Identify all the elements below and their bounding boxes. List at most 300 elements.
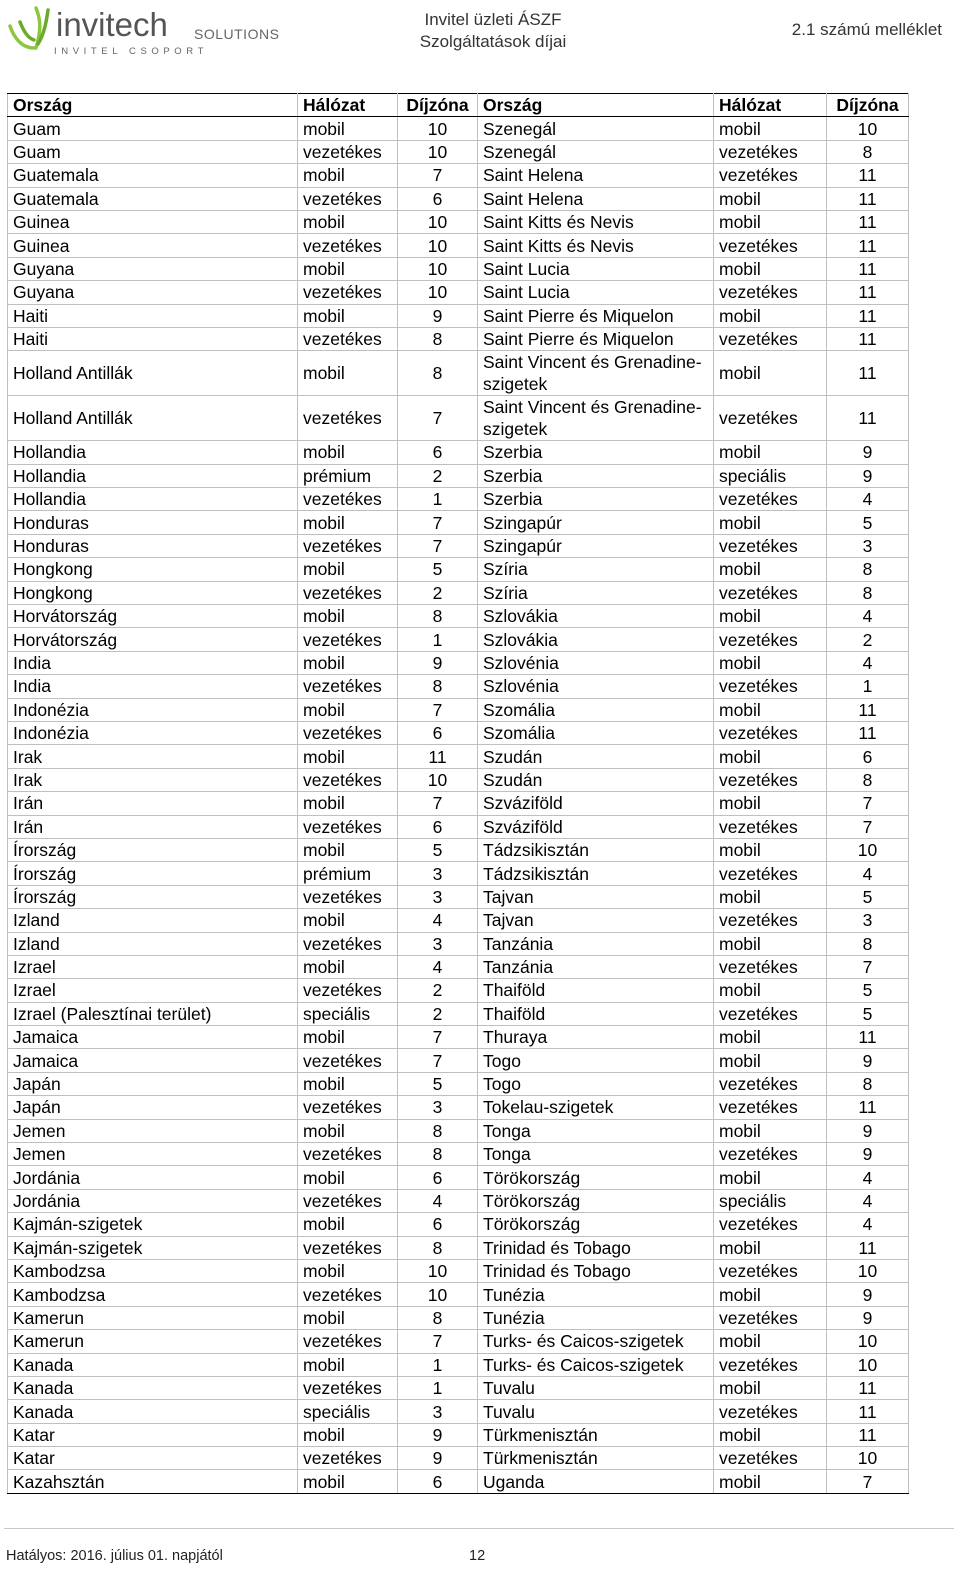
zone-cell: 7 — [398, 698, 478, 721]
country-cell: Kanada — [8, 1353, 298, 1376]
network-cell: vezetékes — [714, 1400, 827, 1423]
zone-cell: 7 — [827, 955, 909, 978]
network-cell: mobil — [298, 1423, 398, 1446]
network-cell: vezetékes — [298, 1096, 398, 1119]
zone-cell: 1 — [398, 488, 478, 511]
zone-cell: 11 — [827, 396, 909, 441]
network-cell: mobil — [298, 1119, 398, 1142]
zone-cell: 8 — [827, 768, 909, 791]
table-row — [8, 1026, 909, 1049]
zone-cell: 11 — [827, 1376, 909, 1399]
table-row — [8, 257, 909, 280]
zone-cell: 7 — [398, 1026, 478, 1049]
table-row — [8, 117, 909, 140]
zone-cell: 5 — [398, 558, 478, 581]
country-cell: India — [8, 675, 298, 698]
table-row — [8, 1447, 909, 1470]
network-cell: vezetékes — [714, 164, 827, 187]
network-cell: vezetékes — [298, 675, 398, 698]
network-cell: vezetékes — [714, 1002, 827, 1025]
country-cell: Írország — [8, 838, 298, 861]
zone-cell: 4 — [827, 1213, 909, 1236]
zone-cell: 8 — [398, 351, 478, 396]
network-cell: mobil — [714, 187, 827, 210]
network-cell: mobil — [714, 1470, 827, 1493]
table-row — [8, 441, 909, 464]
network-cell: mobil — [714, 1330, 827, 1353]
network-cell: mobil — [298, 1306, 398, 1329]
country-cell: Saint Pierre és Miquelon — [478, 327, 714, 350]
zone-cell: 11 — [827, 1423, 909, 1446]
zone-cell: 5 — [827, 1002, 909, 1025]
zone-cell: 4 — [827, 605, 909, 628]
country-cell: Hongkong — [8, 558, 298, 581]
network-cell: mobil — [714, 885, 827, 908]
country-cell: Türkmenisztán — [478, 1423, 714, 1446]
country-cell: Thaiföld — [478, 979, 714, 1002]
country-cell: Türkmenisztán — [478, 1447, 714, 1470]
network-cell: vezetékes — [298, 1049, 398, 1072]
zone-cell: 6 — [398, 1166, 478, 1189]
zone-cell: 9 — [398, 304, 478, 327]
table-row — [8, 1283, 909, 1306]
country-cell: Tonga — [478, 1143, 714, 1166]
appendix-label: 2.1 számú melléklet — [791, 20, 942, 39]
network-cell: mobil — [714, 605, 827, 628]
zone-cell: 7 — [398, 1049, 478, 1072]
network-cell: mobil — [298, 511, 398, 534]
country-cell: Törökország — [478, 1213, 714, 1236]
country-cell: Saint Vincent és Grenadine-szigetek — [478, 351, 714, 396]
zone-cell: 8 — [827, 1072, 909, 1095]
zone-cell: 8 — [827, 558, 909, 581]
table-row — [8, 909, 909, 932]
zone-cell: 6 — [398, 721, 478, 744]
country-cell: Turks- és Caicos-szigetek — [478, 1353, 714, 1376]
zone-cell: 3 — [398, 1400, 478, 1423]
zone-cell: 10 — [827, 1330, 909, 1353]
country-cell: Szudán — [478, 745, 714, 768]
country-cell: Horvátország — [8, 628, 298, 651]
network-cell: vezetékes — [714, 815, 827, 838]
network-cell: mobil — [714, 698, 827, 721]
network-cell: speciális — [298, 1002, 398, 1025]
country-cell: Kambodzsa — [8, 1283, 298, 1306]
table-row — [8, 1049, 909, 1072]
table-row — [8, 605, 909, 628]
country-cell: Szerbia — [478, 488, 714, 511]
country-cell: Irak — [8, 745, 298, 768]
network-cell: mobil — [298, 1470, 398, 1493]
zone-cell: 9 — [827, 1049, 909, 1072]
zone-cell: 10 — [398, 1283, 478, 1306]
network-cell: vezetékes — [298, 581, 398, 604]
country-cell: Tádzsikisztán — [478, 862, 714, 885]
zone-cell: 11 — [827, 257, 909, 280]
country-cell: Kazahsztán — [8, 1470, 298, 1493]
network-cell: vezetékes — [714, 1143, 827, 1166]
zone-cell: 4 — [827, 651, 909, 674]
country-cell: Izland — [8, 909, 298, 932]
column-header-country: Ország — [8, 94, 298, 117]
zone-cell: 6 — [398, 1470, 478, 1493]
network-cell: vezetékes — [298, 885, 398, 908]
zone-cell: 11 — [827, 327, 909, 350]
zone-cell: 1 — [827, 675, 909, 698]
network-cell: mobil — [298, 1072, 398, 1095]
zone-cell: 5 — [398, 1072, 478, 1095]
zone-cell: 8 — [398, 1306, 478, 1329]
zone-cell: 4 — [398, 909, 478, 932]
column-header-zone: Díjzóna — [827, 94, 909, 117]
network-cell: mobil — [298, 441, 398, 464]
zone-cell: 5 — [398, 838, 478, 861]
table-row — [8, 511, 909, 534]
country-cell: Kanada — [8, 1400, 298, 1423]
table-row — [8, 187, 909, 210]
country-cell: Szíria — [478, 558, 714, 581]
network-cell: mobil — [298, 792, 398, 815]
zone-cell: 1 — [398, 1376, 478, 1399]
table-row — [8, 885, 909, 908]
country-cell: Guyana — [8, 257, 298, 280]
zone-cell: 2 — [398, 979, 478, 1002]
country-cell: Turks- és Caicos-szigetek — [478, 1330, 714, 1353]
zone-cell: 7 — [827, 1470, 909, 1493]
table-row — [8, 281, 909, 304]
network-cell: mobil — [714, 351, 827, 396]
invitech-logo — [6, 4, 280, 64]
zone-cell: 11 — [827, 1096, 909, 1119]
country-cell: Tokelau-szigetek — [478, 1096, 714, 1119]
table-row — [8, 955, 909, 978]
table-row — [8, 234, 909, 257]
network-cell: vezetékes — [714, 396, 827, 441]
zone-cell: 11 — [827, 698, 909, 721]
country-cell: Törökország — [478, 1189, 714, 1212]
zone-cell: 2 — [398, 581, 478, 604]
country-cell: Uganda — [478, 1470, 714, 1493]
network-cell: vezetékes — [298, 534, 398, 557]
zone-cell: 6 — [398, 441, 478, 464]
zone-cell: 4 — [827, 862, 909, 885]
country-cell: Saint Helena — [478, 164, 714, 187]
zone-cell: 5 — [827, 885, 909, 908]
table-row — [8, 1002, 909, 1025]
zone-cell: 3 — [827, 534, 909, 557]
zone-cell: 11 — [827, 234, 909, 257]
network-cell: mobil — [298, 838, 398, 861]
table-row — [8, 1213, 909, 1236]
document-title-line2: Szolgáltatások díjai — [419, 32, 567, 51]
network-cell: mobil — [298, 651, 398, 674]
network-cell: mobil — [714, 792, 827, 815]
network-cell: vezetékes — [298, 1447, 398, 1470]
table-row — [8, 792, 909, 815]
network-cell: vezetékes — [714, 581, 827, 604]
country-cell: Honduras — [8, 534, 298, 557]
zone-cell: 8 — [827, 140, 909, 163]
country-cell: Írország — [8, 885, 298, 908]
country-cell: Izrael (Palesztínai terület) — [8, 1002, 298, 1025]
network-cell: mobil — [714, 979, 827, 1002]
zone-cell: 7 — [398, 511, 478, 534]
zone-cell: 7 — [398, 792, 478, 815]
column-header-network: Hálózat — [298, 94, 398, 117]
table-row — [8, 140, 909, 163]
zone-cell: 7 — [398, 396, 478, 441]
network-cell: vezetékes — [298, 1236, 398, 1259]
country-cell: Szlovénia — [478, 675, 714, 698]
zone-cell: 3 — [398, 932, 478, 955]
table-row — [8, 1470, 909, 1493]
country-cell: Szudán — [478, 768, 714, 791]
network-cell: vezetékes — [298, 1330, 398, 1353]
country-cell: Szváziföld — [478, 792, 714, 815]
zone-cell: 5 — [827, 979, 909, 1002]
country-cell: Szlovénia — [478, 651, 714, 674]
network-cell: mobil — [298, 698, 398, 721]
country-cell: Thuraya — [478, 1026, 714, 1049]
table-row — [8, 838, 909, 861]
zone-cell: 10 — [827, 1447, 909, 1470]
zone-cell: 10 — [827, 117, 909, 140]
country-cell: Kajmán-szigetek — [8, 1236, 298, 1259]
network-cell: mobil — [298, 909, 398, 932]
country-cell: Hollandia — [8, 488, 298, 511]
country-cell: Trinidad és Tobago — [478, 1236, 714, 1259]
zone-cell: 7 — [827, 792, 909, 815]
zone-cell: 6 — [398, 1213, 478, 1236]
network-cell: vezetékes — [714, 1447, 827, 1470]
country-cell: Haiti — [8, 327, 298, 350]
network-cell: mobil — [714, 932, 827, 955]
country-cell: Tuvalu — [478, 1400, 714, 1423]
country-cell: Szerbia — [478, 441, 714, 464]
network-cell: mobil — [714, 511, 827, 534]
country-cell: Szerbia — [478, 464, 714, 487]
zone-cell: 4 — [827, 1189, 909, 1212]
network-cell: vezetékes — [714, 327, 827, 350]
table-row — [8, 721, 909, 744]
document-title-line1: Invitel üzleti ÁSZF — [424, 10, 562, 29]
table-row — [8, 1353, 909, 1376]
network-cell: mobil — [714, 838, 827, 861]
zone-cell: 8 — [398, 1236, 478, 1259]
table-row — [8, 210, 909, 233]
country-cell: Saint Lucia — [478, 281, 714, 304]
page-number: 12 — [469, 1548, 486, 1564]
logo-mark-icon — [6, 4, 56, 54]
country-cell: Trinidad és Tobago — [478, 1259, 714, 1282]
zone-cell: 2 — [827, 628, 909, 651]
country-cell: Tanzánia — [478, 955, 714, 978]
network-cell: mobil — [714, 441, 827, 464]
zone-cell: 2 — [398, 1002, 478, 1025]
zone-cell: 10 — [398, 281, 478, 304]
table-row — [8, 1400, 909, 1423]
table-row — [8, 1259, 909, 1282]
zone-cell: 2 — [398, 464, 478, 487]
network-cell: vezetékes — [714, 955, 827, 978]
network-cell: vezetékes — [714, 768, 827, 791]
zone-cell: 10 — [398, 257, 478, 280]
network-cell: vezetékes — [298, 1143, 398, 1166]
network-cell: speciális — [714, 1189, 827, 1212]
zone-cell: 9 — [827, 441, 909, 464]
network-cell: mobil — [714, 1166, 827, 1189]
table-row — [8, 768, 909, 791]
country-cell: Japán — [8, 1096, 298, 1119]
country-cell: Togo — [478, 1072, 714, 1095]
network-cell: vezetékes — [298, 234, 398, 257]
network-cell: mobil — [298, 955, 398, 978]
table-row — [8, 862, 909, 885]
zone-cell: 11 — [827, 281, 909, 304]
network-cell: prémium — [298, 464, 398, 487]
network-cell: vezetékes — [298, 979, 398, 1002]
table-row — [8, 1236, 909, 1259]
table-row — [8, 488, 909, 511]
country-cell: Saint Kitts és Nevis — [478, 210, 714, 233]
zone-cell: 6 — [398, 815, 478, 838]
logo-wordmark: invitech — [56, 6, 168, 43]
zone-cell: 11 — [827, 304, 909, 327]
network-cell: vezetékes — [714, 140, 827, 163]
zone-cell: 5 — [827, 511, 909, 534]
zone-cell: 9 — [827, 1306, 909, 1329]
country-cell: India — [8, 651, 298, 674]
country-cell: Tajvan — [478, 885, 714, 908]
table-row — [8, 558, 909, 581]
country-cell: Jamaica — [8, 1049, 298, 1072]
table-row — [8, 396, 909, 441]
network-cell: vezetékes — [714, 1096, 827, 1119]
country-cell: Jordánia — [8, 1166, 298, 1189]
country-cell: Jamaica — [8, 1026, 298, 1049]
zone-cell: 4 — [827, 1166, 909, 1189]
country-cell: Katar — [8, 1447, 298, 1470]
network-cell: mobil — [298, 1166, 398, 1189]
network-cell: mobil — [298, 1259, 398, 1282]
table-row — [8, 1096, 909, 1119]
country-cell: Guyana — [8, 281, 298, 304]
network-cell: vezetékes — [298, 281, 398, 304]
footer-divider — [4, 1528, 954, 1529]
table-row — [8, 698, 909, 721]
network-cell: mobil — [298, 164, 398, 187]
country-cell: Irán — [8, 815, 298, 838]
table-row — [8, 1306, 909, 1329]
network-cell: mobil — [714, 304, 827, 327]
country-cell: Holland Antillák — [8, 351, 298, 396]
network-cell: mobil — [298, 745, 398, 768]
zone-cell: 7 — [398, 534, 478, 557]
country-cell: Saint Vincent és Grenadine-szigetek — [478, 396, 714, 441]
network-cell: mobil — [714, 651, 827, 674]
network-cell: vezetékes — [298, 1189, 398, 1212]
country-cell: Szváziföld — [478, 815, 714, 838]
network-cell: mobil — [298, 1353, 398, 1376]
zone-cell: 11 — [827, 1400, 909, 1423]
logo-group-text: INVITEL CSOPORT — [54, 46, 208, 57]
network-cell: mobil — [298, 304, 398, 327]
country-cell: Tunézia — [478, 1306, 714, 1329]
zone-cell: 3 — [827, 909, 909, 932]
country-cell: Horvátország — [8, 605, 298, 628]
column-header-country: Ország — [478, 94, 714, 117]
network-cell: vezetékes — [298, 628, 398, 651]
zone-cell: 3 — [398, 862, 478, 885]
zone-cell: 6 — [827, 745, 909, 768]
table-row — [8, 745, 909, 768]
zone-cell: 1 — [398, 1353, 478, 1376]
network-cell: mobil — [298, 1026, 398, 1049]
zone-cell: 10 — [827, 1259, 909, 1282]
table-row — [8, 932, 909, 955]
zone-cell: 6 — [398, 187, 478, 210]
network-cell: vezetékes — [714, 675, 827, 698]
zone-cell: 8 — [398, 675, 478, 698]
table-row — [8, 464, 909, 487]
country-cell: Jemen — [8, 1143, 298, 1166]
page-header — [0, 0, 960, 80]
zone-cell: 1 — [398, 628, 478, 651]
country-cell: Guam — [8, 117, 298, 140]
network-cell: vezetékes — [714, 488, 827, 511]
network-cell: vezetékes — [298, 140, 398, 163]
country-cell: Irán — [8, 792, 298, 815]
zone-cell: 11 — [827, 1026, 909, 1049]
country-cell: Tuvalu — [478, 1376, 714, 1399]
zone-cell: 10 — [827, 1353, 909, 1376]
country-cell: Jemen — [8, 1119, 298, 1142]
zone-cell: 8 — [827, 932, 909, 955]
table-row — [8, 1119, 909, 1142]
network-cell: speciális — [714, 464, 827, 487]
zone-cell: 9 — [827, 1143, 909, 1166]
network-cell: vezetékes — [298, 721, 398, 744]
country-cell: Szomália — [478, 721, 714, 744]
country-cell: Szíria — [478, 581, 714, 604]
zone-cell: 9 — [398, 651, 478, 674]
country-cell: Hollandia — [8, 464, 298, 487]
zone-cell: 11 — [827, 351, 909, 396]
zone-cell: 11 — [827, 187, 909, 210]
zone-cell: 10 — [398, 140, 478, 163]
country-cell: Írország — [8, 862, 298, 885]
country-cell: Saint Pierre és Miquelon — [478, 304, 714, 327]
network-cell: mobil — [714, 1049, 827, 1072]
network-cell: vezetékes — [714, 1353, 827, 1376]
country-cell: Szenegál — [478, 140, 714, 163]
country-cell: Saint Kitts és Nevis — [478, 234, 714, 257]
network-cell: mobil — [298, 1213, 398, 1236]
country-cell: Japán — [8, 1072, 298, 1095]
network-cell: mobil — [714, 745, 827, 768]
rate-zone-table — [7, 93, 909, 1494]
network-cell: vezetékes — [714, 1306, 827, 1329]
country-cell: Irak — [8, 768, 298, 791]
country-cell: Saint Lucia — [478, 257, 714, 280]
country-cell: Izland — [8, 932, 298, 955]
table-body — [8, 117, 909, 1493]
country-cell: Guatemala — [8, 187, 298, 210]
zone-cell: 9 — [398, 1423, 478, 1446]
country-cell: Izrael — [8, 955, 298, 978]
country-cell: Izrael — [8, 979, 298, 1002]
table-row — [8, 581, 909, 604]
